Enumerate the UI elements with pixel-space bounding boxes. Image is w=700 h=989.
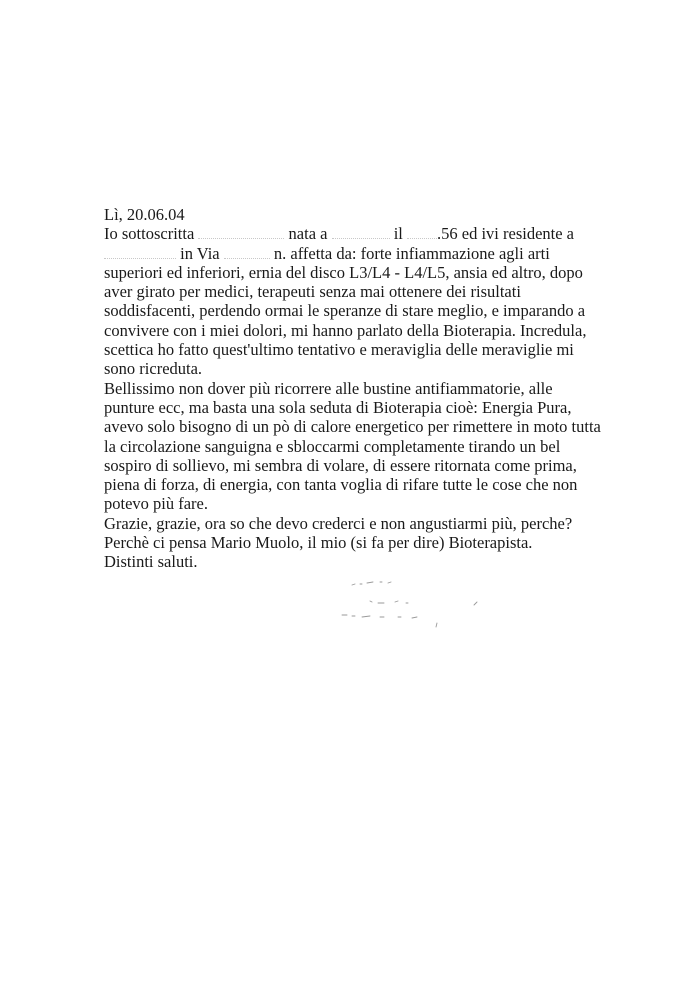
letter-line: sospiro di sollievo, mi sembra di volare, di essere ritornata come prima, — [104, 455, 577, 475]
letter-line: potevo più fare. — [104, 494, 209, 514]
letter-line: Grazie, grazie, ora so che devo crederci e non angustiarmi più, perche? — [104, 513, 573, 533]
letter-line: punture ecc, ma basta una sola seduta di Bioterapia cioè: Energia Pura, — [104, 397, 572, 417]
text-segment: n. — [273, 243, 287, 263]
letter-line: piena di forza, di energia, con tanta voglia di rifare tutte le cose che non — [104, 475, 578, 495]
letter-line: la circolazione sanguigna e sbloccarmi completamente tirando un bel — [104, 436, 561, 456]
text-segment: il — [393, 224, 403, 244]
letter-line: soddisfacenti, perdendo ormai le speranze di stare meglio, e imparando a — [104, 301, 586, 321]
letter-line: scettica ho fatto quest'ultimo tentativo e meraviglia delle meraviglie mi — [104, 340, 574, 360]
closing-line: Distinti saluti. — [104, 552, 198, 572]
text-segment: Io sottoscritta — [104, 224, 195, 244]
letter-line: avevo solo bisogno di un pò di calore energetico per rimettere in moto tutta — [104, 417, 601, 437]
text-segment: nata a — [288, 224, 328, 244]
letter-body — [104, 205, 604, 572]
letter-line: Bellissimo non dover più ricorrere alle bustine antifiammatorie, alle — [104, 378, 553, 398]
letter-line: convivere con i miei dolori, mi hanno parlato della Bioterapia. Incredula, — [104, 320, 587, 340]
redacted-name — [198, 226, 284, 239]
letter-line — [104, 224, 604, 243]
letter-line: aver girato per medici, terapeuti senza mai ottenere dei risultati — [104, 282, 521, 302]
redacted-birthplace — [332, 226, 390, 239]
redacted-birthdate — [407, 226, 437, 239]
text-segment: in Via — [180, 243, 220, 263]
letter-line: Perchè ci pensa Mario Muolo, il mio (si fa per dire) Bioterapista. — [104, 533, 533, 553]
letter-line: superiori ed inferiori, ernia del disco L3/L4 - L4/L5, ansia ed altro, dopo — [104, 262, 583, 282]
signature-mark — [340, 575, 490, 635]
letter-line: sono ricreduta. — [104, 359, 203, 379]
date-line: Lì, 20.06.04 — [104, 205, 185, 224]
redacted-town — [104, 246, 176, 259]
text-segment: affetta da: forte infiammazione agli arti — [290, 243, 550, 263]
letter-line — [104, 244, 604, 263]
redacted-street — [224, 246, 270, 259]
text-segment: .56 ed ivi residente a — [437, 224, 575, 244]
